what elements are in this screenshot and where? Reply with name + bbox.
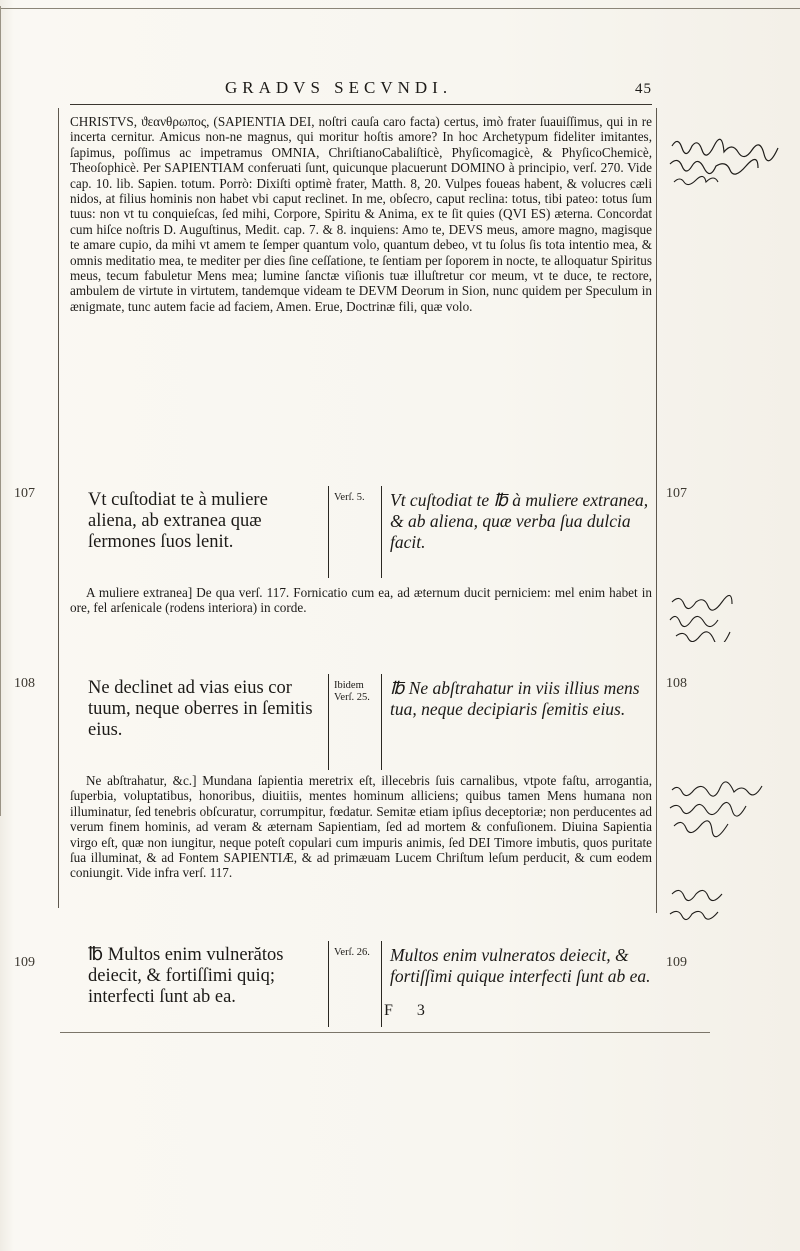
verse-reference: Ibidem Verſ. 25. — [328, 674, 382, 770]
text-frame-right-rule — [656, 108, 657, 913]
verse-margin-number-left: 109 — [14, 955, 35, 970]
verse-margin-number-right: 109 — [666, 955, 687, 970]
handwritten-annotation — [668, 780, 794, 842]
verse-italic-text: Multos enim vulneratos deiecit, & fortiſſimi quique interfecti ſunt ab ea. — [390, 945, 651, 986]
verse-margin-number-left: 108 — [14, 676, 35, 691]
verse-reference: Verſ. 5. — [328, 486, 382, 578]
handwritten-annotation — [668, 590, 794, 642]
verse-latin-text: Ne declinet ad vias eius cor tuum, neque oberres in ſemitis eius. — [88, 678, 313, 740]
verse-latin-text: ℔ Multos enim vulnerătos deiecit, & fortiſſimi quiq; interfecti ſunt ab ea. — [88, 945, 284, 1007]
commentary-paragraph: CHRISTVS, ϑεανθρωπος, (SAPIENTIA DEI, noſtri cauſa caro facta) certus, imò frater ſuauiſſimus, qui in re incerta cernitur. Amicus non-ne magnus, qui moritur hoſtis amore? In hoc Archetypum fideliter imitantes, ſapimus, poſſimus ac impetramus OMNIA, ChriſtianoCabaliſticè, Phyſicomagicè, & PhyſicoChemicè, Theoſophicè. Per SAPIENTIAM conferuati ſunt, quicunque placuerunt DOMINO à principio, verſ. 270. Vide cap. 10. lib. Sapien. totum. Porrò: Dixiſti optimè frater, Matth. 8, 20. Vulpes foueas habent, & volucres cæli nidos, at filius hominis non habet vbi caput reclinet. In me, obſecro, caput reclina: totus, tibi pateo: totus ſum tuus: non vt tu conquieſcas, ſed mihi, Corpore, Spiritu & Anima, ex te ſit quies (QVI ES) æterna. Concordat cum hiſce noſtris D. Auguſtinus, Medit. cap. 7. & 8. inquiens: Amo te, DEVS meus, amore magno, magisque te amare cupio, da mihi vt amem te ſemper quantum volo, quantum debeo, vt tu ſolus ſis tota intentio mea, & omnis meditatio mea, te mediter per dies ſine ceſſatione, te ſentiam per ſoporem in nocte, te alloquatur Spiritus meus, tecum fabuletur Mens mea; lumine ſanctæ viſionis tuæ illuſtretur cor meum, vt te duce, te rectore, ambulem de virtute in virtutem, tandemque videam te DEVM Deorum in Sion, nunc quidem per Speculum in ænigmate, tunc autem facie ad faciem, Amen. Erue, Doctrinæ fili, quæ volo. — [70, 114, 652, 314]
running-title: GRADVS SECVNDI. — [225, 78, 453, 97]
scan-left-edge — [0, 6, 1, 816]
commentary-paragraph: A muliere extranea] De qua verſ. 117. Fornicatio cum ea, ad æternum ducit perniciem: mel enim habet in ore, fel arſenicale (rodens interiora) in corde. — [70, 585, 652, 616]
verse-latin-text: Vt cuſtodiat te à muliere aliena, ab extranea quæ ſermones ſuos lenit. — [88, 490, 268, 552]
scan-top-edge — [0, 8, 800, 9]
handwritten-annotation — [668, 880, 788, 930]
signature-mark: F 3 — [384, 1002, 435, 1019]
text-frame-left-rule — [58, 108, 59, 908]
page-number: 45 — [635, 81, 652, 97]
verse-block — [70, 674, 652, 770]
verse-block — [70, 941, 652, 1027]
verse-italic-text: ℔ Ne abſtrahatur in viis illius mens tua, neque decipiaris ſemitis eius. — [390, 678, 640, 719]
verse-block — [70, 486, 652, 578]
verse-margin-number-left: 107 — [14, 486, 35, 501]
verse-margin-number-right: 108 — [666, 676, 687, 691]
header-rule — [70, 104, 652, 105]
verse-reference: Verſ. 26. — [328, 941, 382, 1027]
commentary-paragraph: Ne abſtrahatur, &c.] Mundana ſapientia meretrix eſt, illecebris ſuis carnalibus, vtpote faſtu, arrogantia, ſuperbia, voluptatibus, honoribus, diuitiis, mentes hominum alliciens; quibus tamen Mens humana non illuminatur, ſed tenebris obſcuratur, corrumpitur, fœdatur. Semitæ etiam ipſius deceptoriæ; non perducentes ad verum finem hominis, ad veram & æternam Sapientiam, ſed ad mortem & confuſionem. Diuina Sapientia virgo eſt, quæ non iungitur, neque poteſt copulari cum impuris animis, ſed DEI Timore imbutis, quos puritate ſua illuminat, & ad Fontem SAPIENTIÆ, & ad primæuam Lucem Chriſtum leſum perducit, & cum eodem coniungit. Vide infra verſ. 117. — [70, 773, 652, 881]
handwritten-annotation — [668, 128, 794, 190]
bottom-rule — [60, 1032, 710, 1033]
verse-margin-number-right: 107 — [666, 486, 687, 501]
running-head — [70, 74, 652, 102]
verse-italic-text: Vt cuſtodiat te ℔ à muliere extranea, & ab aliena, quæ verba ſua dulcia facit. — [390, 490, 649, 552]
